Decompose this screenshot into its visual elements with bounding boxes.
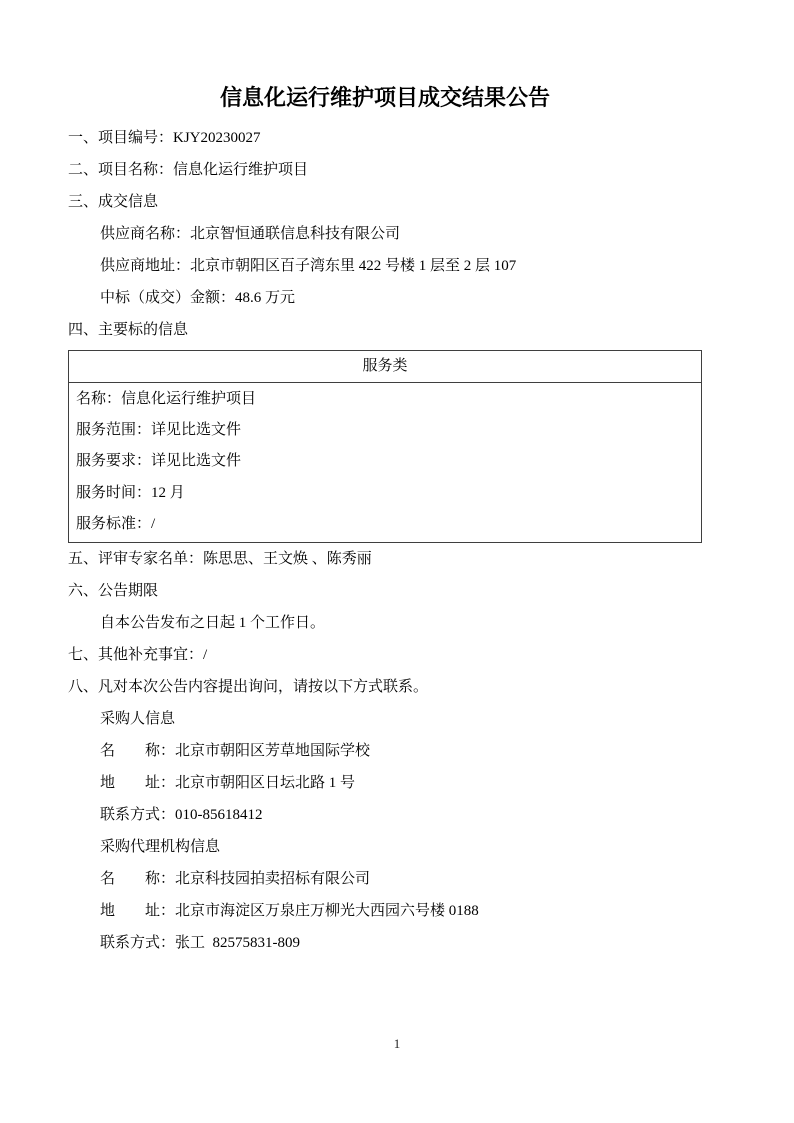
table-row-service-scope: 服务范围：详见比选文件 [76, 422, 242, 439]
main-subject-table [68, 350, 702, 543]
paragraph-purchaser-name: 名 称：北京市朝阳区芳草地国际学校 [100, 743, 371, 760]
paragraph-announcement-period: 自本公告发布之日起 1 个工作日。 [100, 615, 326, 632]
paragraph-purchaser-info-heading: 采购人信息 [100, 711, 176, 728]
paragraph-other-matters: 七、其他补充事宜：/ [68, 647, 208, 664]
table-header-service-category: 服务类 [69, 351, 701, 383]
document-title: 信息化运行维护项目成交结果公告 [219, 85, 550, 110]
paragraph-announcement-period-heading: 六、公告期限 [68, 583, 159, 600]
paragraph-expert-list: 五、评审专家名单：陈思思、王文焕 、陈秀丽 [68, 551, 372, 568]
paragraph-agency-info-heading: 采购代理机构信息 [100, 839, 221, 856]
page-footer [0, 1036, 794, 1052]
table-row-service-standard: 服务标准：/ [76, 515, 156, 532]
table-row-name: 名称：信息化运行维护项目 [76, 391, 257, 407]
paragraph-award-amount: 中标（成交）金额：48.6 万元 [100, 290, 296, 306]
paragraph-project-number: 一、项目编号：KJY20230027 [68, 130, 261, 146]
paragraph-purchaser-contact: 联系方式：010-85618412 [100, 807, 263, 824]
paragraph-agency-contact: 联系方式：张工 82575831-809 [100, 935, 300, 952]
table-row-service-requirements: 服务要求：详见比选文件 [76, 453, 242, 470]
paragraph-agency-address: 地 址：北京市海淀区万泉庄万柳光大西园六号楼 0188 [100, 903, 479, 920]
paragraph-project-name: 二、项目名称：信息化运行维护项目 [68, 162, 309, 178]
paragraph-supplier-address: 供应商地址：北京市朝阳区百子湾东里 422 号楼 1 层至 2 层 107 [100, 258, 517, 274]
paragraph-purchaser-address: 地 址：北京市朝阳区日坛北路 1 号 [100, 775, 356, 792]
paragraph-agency-name: 名 称：北京科技园拍卖招标有限公司 [100, 871, 371, 888]
paragraph-award-info-heading: 三、成交信息 [68, 194, 159, 210]
table-row-service-time: 服务时间：12 月 [76, 484, 185, 501]
page-number: 1 [393, 1036, 401, 1051]
table-body [69, 383, 701, 542]
paragraph-main-subject-heading: 四、主要标的信息 [68, 322, 189, 338]
paragraph-contact-intro: 八、凡对本次公告内容提出询问，请按以下方式联系。 [68, 679, 429, 696]
paragraph-supplier-name: 供应商名称：北京智恒通联信息科技有限公司 [100, 226, 401, 242]
